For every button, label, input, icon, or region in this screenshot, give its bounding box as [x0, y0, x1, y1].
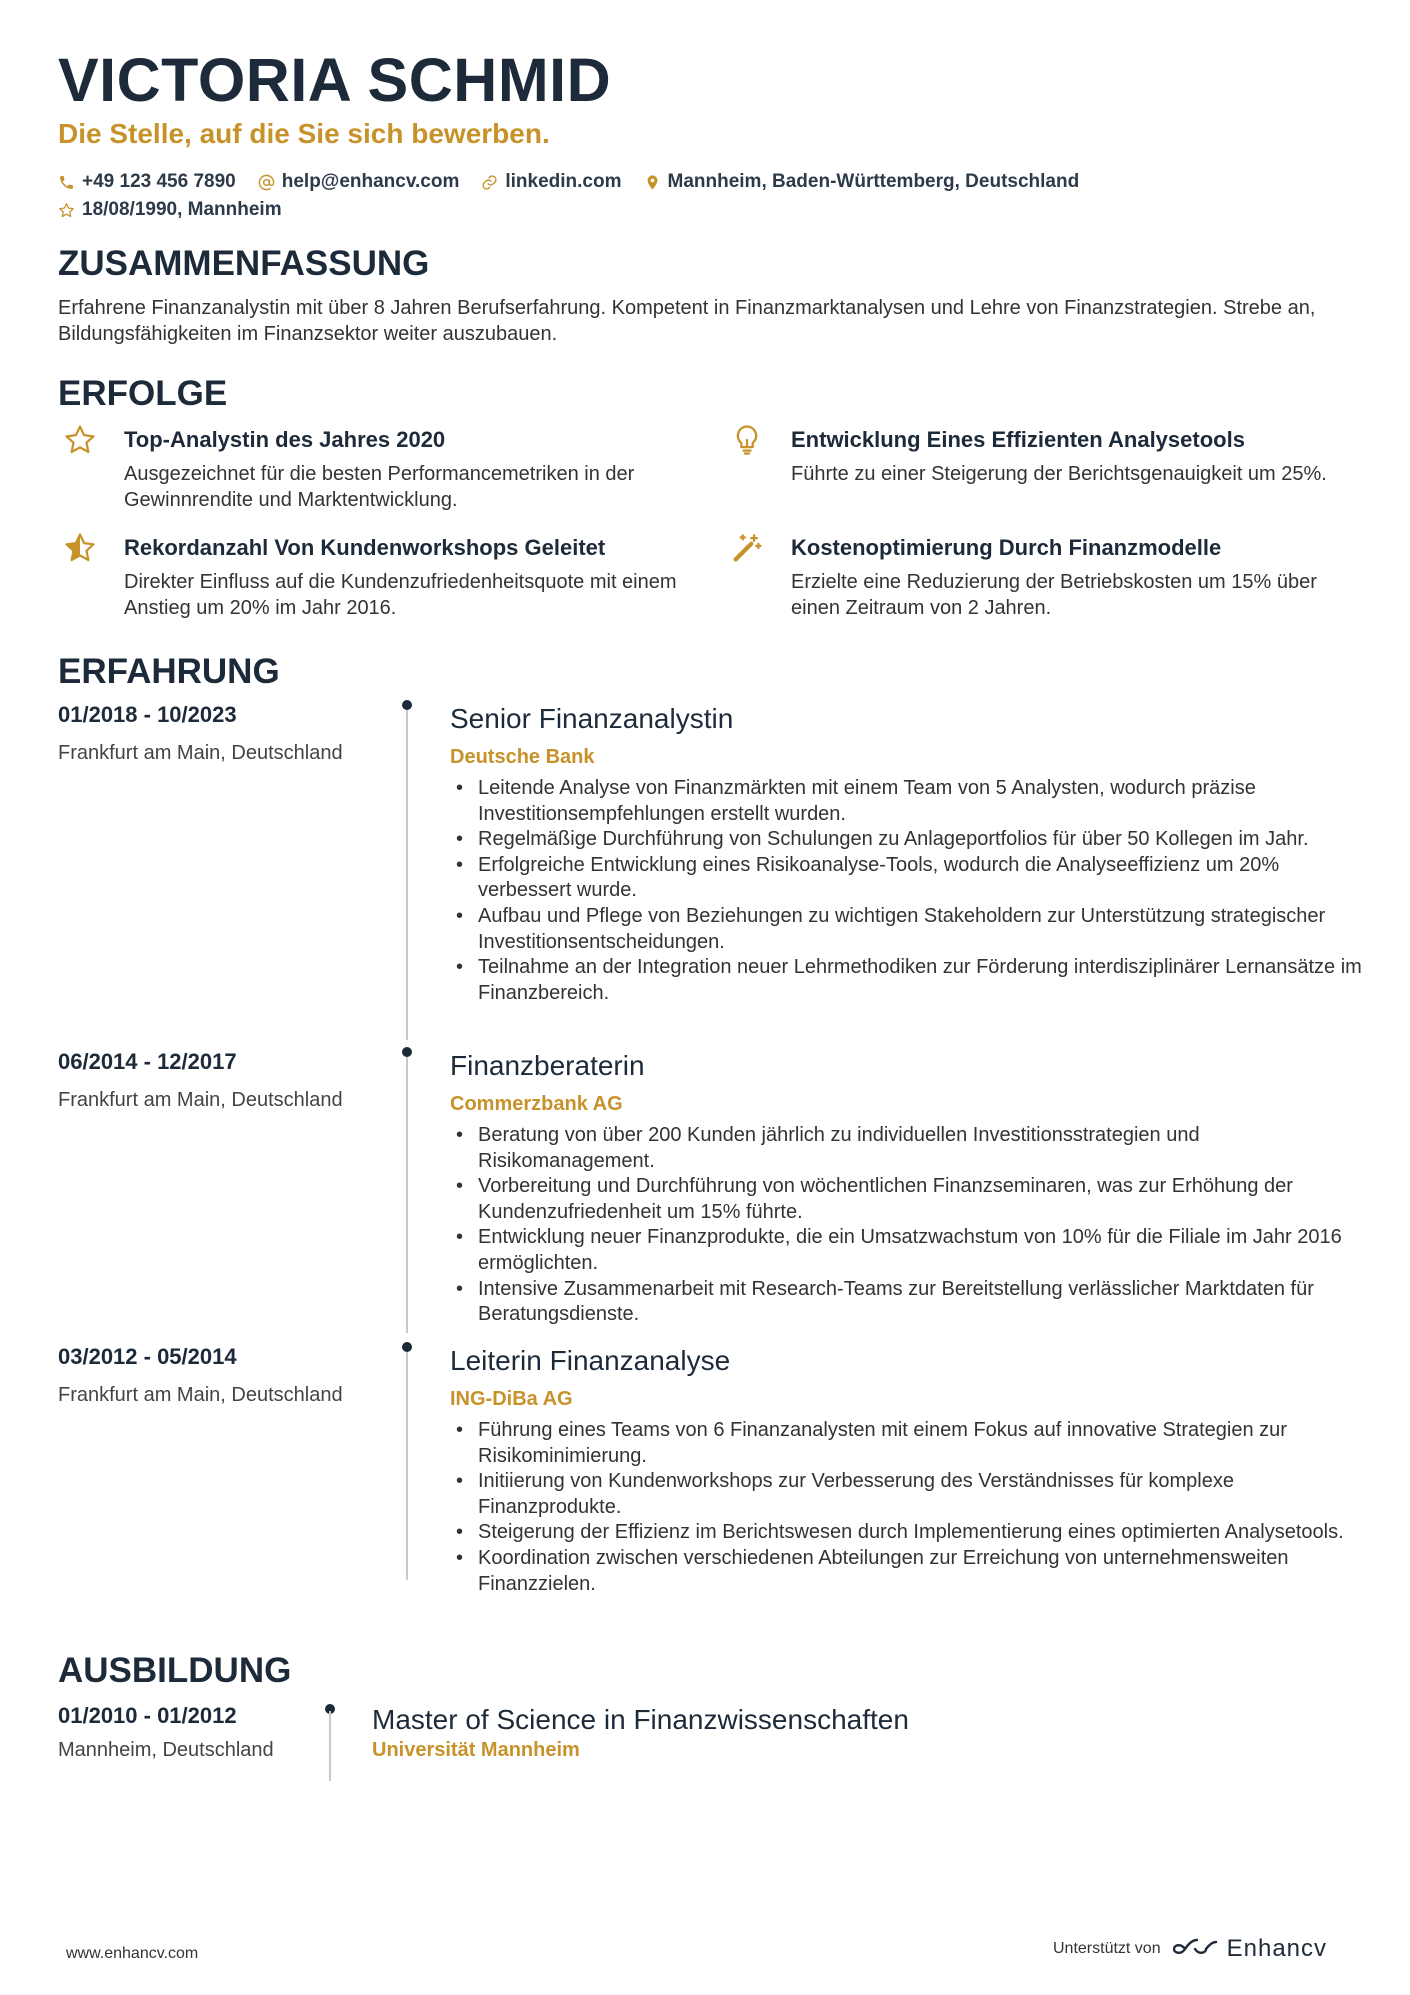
list-item: • Führung eines Teams von 6 Finanzanalysten mit einem Fokus auf innovative Strategien zur Risikominimierung. [450, 1418, 1370, 1469]
experience-dates: 01/2018 - 10/2023 [58, 702, 237, 727]
list-item: • Leitende Analyse von Finanzmärkten mit einem Team von 5 Analysten, wodurch präzise Investitionsempfehlungen erstellt wurden. [450, 776, 1370, 827]
summary-text: Erfahrene Finanzanalystin mit über 8 Jahren Berufserfahrung. Kompetent in Finanzmarktanalysen und Lehre von Finanzstrategien. Strebe an, Bildungsfähigkeiten im Finanzsektor weiter auszubauen. [58, 297, 1316, 345]
experience-location: Frankfurt am Main, Deutschland [58, 1089, 343, 1111]
education-location: Mannheim, Deutschland [58, 1739, 274, 1761]
linkedin-text: linkedin.com [505, 171, 622, 192]
list-item: • Erfolgreiche Entwicklung eines Risikoanalyse-Tools, wodurch die Analyseeffizienz um 20% verbessert wurde. [450, 853, 1370, 904]
star-outline-icon [63, 423, 97, 457]
timeline-line [329, 1711, 331, 1781]
candidate-name: VICTORIA SCHMID [58, 46, 612, 114]
education-entry [58, 1701, 1358, 1781]
footer-brand [1053, 1935, 1327, 1963]
enhancv-logo-icon [1173, 1936, 1219, 1962]
job-title: Leiterin Finanzanalyse [450, 1345, 731, 1376]
list-item: • Vorbereitung und Durchführung von wöchentlichen Finanzseminaren, was zur Erhöhung der Kundenzufriedenheit um 15% führte. [450, 1174, 1370, 1225]
achievement-desc: Direkter Einfluss auf die Kundenzufriedenheitsquote mit einem Anstieg um 20% im Jahr 2016. [124, 571, 677, 619]
responsibility-list [450, 776, 1370, 1006]
achievements-heading: ERFOLGE [58, 374, 228, 413]
school-name: Universität Mannheim [372, 1739, 580, 1761]
experience-entry [58, 1047, 1358, 1337]
company-name: Deutsche Bank [450, 746, 595, 768]
experience-entry [58, 700, 1362, 1040]
company-name: Commerzbank AG [450, 1093, 623, 1115]
contact-row-1 [58, 169, 1358, 195]
contact-email[interactable] [258, 171, 460, 193]
list-item: • Aufbau und Pflege von Beziehungen zu wichtigen Stakeholdern zur Unterstützung strategischer Investitionsentscheidungen. [450, 904, 1370, 955]
achievement-desc: Führte zu einer Steigerung der Berichtsgenauigkeit um 25%. [791, 463, 1327, 485]
experience-location: Frankfurt am Main, Deutschland [58, 1384, 343, 1406]
powered-by-label: Unterstützt von [1053, 1940, 1161, 1957]
list-item: • Intensive Zusammenarbeit mit Research-Teams zur Bereitstellung verlässlicher Marktdaten für Beratungsdienste. [450, 1277, 1370, 1328]
star-half-icon [63, 531, 97, 565]
brand-name: Enhancv [1226, 1935, 1328, 1962]
list-item: • Koordination zwischen verschiedenen Abteilungen zur Erreichung von unternehmensweiten Finanzzielen. [450, 1546, 1370, 1597]
achievement-title: Rekordanzahl Von Kundenworkshops Geleitet [124, 535, 606, 560]
list-item: • Regelmäßige Durchführung von Schulungen zu Anlageportfolios für über 50 Kollegen im Jahr. [450, 827, 1370, 853]
magic-wand-icon [730, 531, 764, 565]
list-item: • Beratung von über 200 Kunden jährlich zu individuellen Investitionsstrategien und Risikomanagement. [450, 1123, 1370, 1174]
phone-text: +49 123 456 7890 [82, 171, 236, 192]
birth-text: 18/08/1990, Mannheim [82, 199, 282, 220]
list-item: • Entwicklung neuer Finanzprodukte, die ein Umsatzwachstum von 10% für die Filiale im Jahr 2016 ermöglichten. [450, 1225, 1370, 1276]
at-icon [258, 174, 275, 191]
job-title: Finanzberaterin [450, 1050, 645, 1081]
experience-heading: ERFAHRUNG [58, 652, 280, 691]
company-name: ING-DiBa AG [450, 1388, 573, 1410]
timeline-dot [402, 1342, 412, 1352]
list-item: • Steigerung der Effizienz im Berichtswesen durch Implementierung eines optimierten Analysetools. [450, 1520, 1370, 1546]
contact-phone[interactable] [58, 171, 236, 193]
footer-website[interactable]: www.enhancv.com [66, 1945, 199, 1962]
job-title: Senior Finanzanalystin [450, 703, 734, 734]
link-icon [481, 174, 498, 191]
achievement-title: Entwicklung Eines Effizienten Analysetools [791, 427, 1245, 452]
experience-entry [58, 1342, 1358, 1632]
education-dates: 01/2010 - 01/2012 [58, 1703, 237, 1728]
timeline-dot [402, 700, 412, 710]
experience-dates: 03/2012 - 05/2014 [58, 1344, 237, 1369]
education-heading: AUSBILDUNG [58, 1651, 292, 1690]
list-item: • Teilnahme an der Integration neuer Lehrmethodiken zur Förderung interdisziplinärer Lernansätze im Finanzbereich. [450, 955, 1370, 1006]
contact-info [58, 169, 1358, 225]
contact-linkedin[interactable] [481, 171, 621, 193]
timeline-dot [402, 1047, 412, 1057]
contact-location [644, 171, 1080, 193]
email-text: help@enhancv.com [281, 171, 460, 192]
degree-title: Master of Science in Finanzwissenschaften [372, 1704, 909, 1735]
summary-heading: ZUSAMMENFASSUNG [58, 244, 430, 283]
map-pin-icon [644, 174, 661, 191]
phone-icon [58, 174, 75, 191]
responsibility-list [450, 1418, 1370, 1597]
achievement-title: Top-Analystin des Jahres 2020 [124, 427, 446, 452]
star-icon [58, 202, 75, 219]
experience-dates: 06/2014 - 12/2017 [58, 1049, 237, 1074]
contact-birth [58, 199, 282, 221]
responsibility-list [450, 1123, 1370, 1328]
achievement-desc: Ausgezeichnet für die besten Performancemetriken in der Gewinnrendite und Marktentwicklung. [124, 463, 635, 511]
achievement-desc: Erzielte eine Reduzierung der Betriebskosten um 15% über einen Zeitraum von 2 Jahren. [791, 571, 1317, 619]
experience-location: Frankfurt am Main, Deutschland [58, 742, 343, 764]
target-position: Die Stelle, auf die Sie sich bewerben. [58, 118, 550, 149]
lightbulb-icon [730, 423, 764, 457]
contact-row-2 [58, 197, 1358, 223]
list-item: • Initiierung von Kundenworkshops zur Verbesserung des Verständnisses für komplexe Finanzprodukte. [450, 1469, 1370, 1520]
achievement-title: Kostenoptimierung Durch Finanzmodelle [791, 535, 1222, 560]
location-text: Mannheim, Baden-Württemberg, Deutschland [667, 171, 1080, 192]
